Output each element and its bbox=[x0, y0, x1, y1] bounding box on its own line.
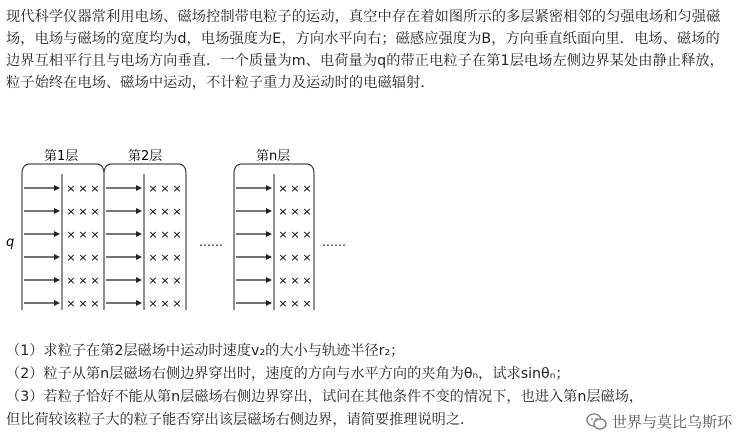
field-arrow bbox=[236, 277, 272, 283]
magnetic-cross: × bbox=[78, 205, 88, 218]
question-2: （2）粒子从第n层磁场右侧边界穿出时，速度的方向与水平方向的夹角为θₙ，试求sinθₙ； bbox=[6, 366, 570, 382]
magnetic-cross: × bbox=[302, 182, 312, 195]
magnetic-cross: × bbox=[66, 228, 76, 241]
magnetic-cross: × bbox=[90, 205, 100, 218]
watermark bbox=[586, 411, 732, 432]
wechat-icon bbox=[586, 413, 608, 431]
field-arrow bbox=[106, 254, 142, 260]
magnetic-cross: × bbox=[290, 228, 300, 241]
magnetic-cross: × bbox=[290, 182, 300, 195]
magnetic-cross: × bbox=[78, 182, 88, 195]
magnetic-cross: × bbox=[90, 228, 100, 241]
field-arrow bbox=[236, 231, 272, 237]
magnetic-cross: × bbox=[66, 297, 76, 310]
magnetic-cross: × bbox=[172, 274, 182, 287]
magnetic-cross: × bbox=[78, 274, 88, 287]
layer1-brace bbox=[22, 164, 104, 174]
magnetic-cross: × bbox=[278, 297, 288, 310]
magnetic-cross: × bbox=[160, 274, 170, 287]
layer2-label: 第2层 bbox=[128, 149, 163, 164]
magnetic-cross: × bbox=[278, 274, 288, 287]
magnetic-cross: × bbox=[160, 297, 170, 310]
magnetic-cross: × bbox=[78, 251, 88, 264]
ellipsis-1: …… bbox=[199, 235, 223, 249]
magnetic-cross: × bbox=[90, 297, 100, 310]
question-1: （1）求粒子在第2层磁场中运动时速度v₂的大小与轨迹半径r₂； bbox=[6, 343, 405, 359]
magnetic-cross: × bbox=[90, 251, 100, 264]
magnetic-cross: × bbox=[78, 297, 88, 310]
charge-label: q bbox=[6, 235, 15, 250]
magnetic-cross: × bbox=[172, 228, 182, 241]
field-arrow bbox=[236, 254, 272, 260]
magnetic-cross: × bbox=[290, 251, 300, 264]
field-arrow bbox=[106, 300, 142, 306]
field-arrow bbox=[106, 231, 142, 237]
magnetic-cross: × bbox=[302, 274, 312, 287]
magnetic-cross: × bbox=[148, 228, 158, 241]
magnetic-cross: × bbox=[160, 251, 170, 264]
field-arrow bbox=[24, 300, 60, 306]
magnetic-cross: × bbox=[66, 274, 76, 287]
field-arrow bbox=[236, 208, 272, 214]
magnetic-cross: × bbox=[90, 274, 100, 287]
magnetic-cross: × bbox=[290, 297, 300, 310]
magnetic-cross: × bbox=[66, 182, 76, 195]
magnetic-cross: × bbox=[148, 205, 158, 218]
magnetic-cross: × bbox=[66, 205, 76, 218]
layern-brace bbox=[234, 164, 314, 174]
magnetic-cross: × bbox=[172, 251, 182, 264]
field-arrow bbox=[106, 208, 142, 214]
magnetic-cross: × bbox=[78, 228, 88, 241]
layern-label: 第n层 bbox=[256, 149, 291, 164]
magnetic-cross: × bbox=[290, 205, 300, 218]
magnetic-cross: × bbox=[148, 182, 158, 195]
magnetic-cross: × bbox=[172, 297, 182, 310]
layer2-brace bbox=[104, 164, 186, 174]
field-diagram bbox=[0, 140, 360, 320]
question-3: （3）若粒子恰好不能从第n层磁场右侧边界穿出，试问在其他条件不变的情况下，也进入第n层磁场， bbox=[6, 389, 644, 405]
magnetic-cross: × bbox=[278, 182, 288, 195]
magnetic-cross: × bbox=[160, 182, 170, 195]
magnetic-cross: × bbox=[278, 251, 288, 264]
field-arrow bbox=[24, 277, 60, 283]
problem-statement: 现代科学仪器常利用电场、磁场控制带电粒子的运动，真空中存在着如图所示的多层紧密相邻的匀强电场和匀强磁场，电场与磁场的宽度均为d，电场强度为E，方向水平向右；磁感应强度为B，方向垂直纸面向里．电场、磁场的边界互相平行且与电场方向垂直．一个质量为m、电荷量为q的带正电粒子在第1层电场左侧边界某处由静止释放，粒子始终在电场、磁场中运动，不计粒子重力及运动时的电磁辐射． bbox=[6, 9, 724, 91]
magnetic-cross: × bbox=[172, 182, 182, 195]
magnetic-cross: × bbox=[160, 228, 170, 241]
magnetic-cross: × bbox=[302, 205, 312, 218]
field-arrow bbox=[24, 208, 60, 214]
magnetic-cross: × bbox=[148, 251, 158, 264]
magnetic-cross: × bbox=[66, 251, 76, 264]
field-arrow bbox=[106, 277, 142, 283]
question-3-cont: 但比荷较该粒子大的粒子能否穿出该层磁场右侧边界，请简要推理说明之. bbox=[6, 412, 465, 428]
field-arrow bbox=[24, 231, 60, 237]
magnetic-cross: × bbox=[160, 205, 170, 218]
magnetic-cross: × bbox=[302, 228, 312, 241]
field-arrow bbox=[236, 185, 272, 191]
watermark-text: 世界与莫比乌斯环 bbox=[611, 413, 732, 431]
magnetic-cross: × bbox=[148, 297, 158, 310]
field-arrow bbox=[24, 254, 60, 260]
magnetic-cross: × bbox=[148, 274, 158, 287]
magnetic-cross: × bbox=[278, 205, 288, 218]
field-arrow bbox=[236, 300, 272, 306]
magnetic-cross: × bbox=[290, 274, 300, 287]
magnetic-cross: × bbox=[90, 182, 100, 195]
ellipsis-2: …… bbox=[322, 235, 346, 249]
magnetic-cross: × bbox=[302, 251, 312, 264]
field-arrow bbox=[24, 185, 60, 191]
layer1-label: 第1层 bbox=[44, 149, 79, 164]
field-arrow bbox=[106, 185, 142, 191]
magnetic-cross: × bbox=[278, 228, 288, 241]
magnetic-cross: × bbox=[302, 297, 312, 310]
magnetic-cross: × bbox=[172, 205, 182, 218]
